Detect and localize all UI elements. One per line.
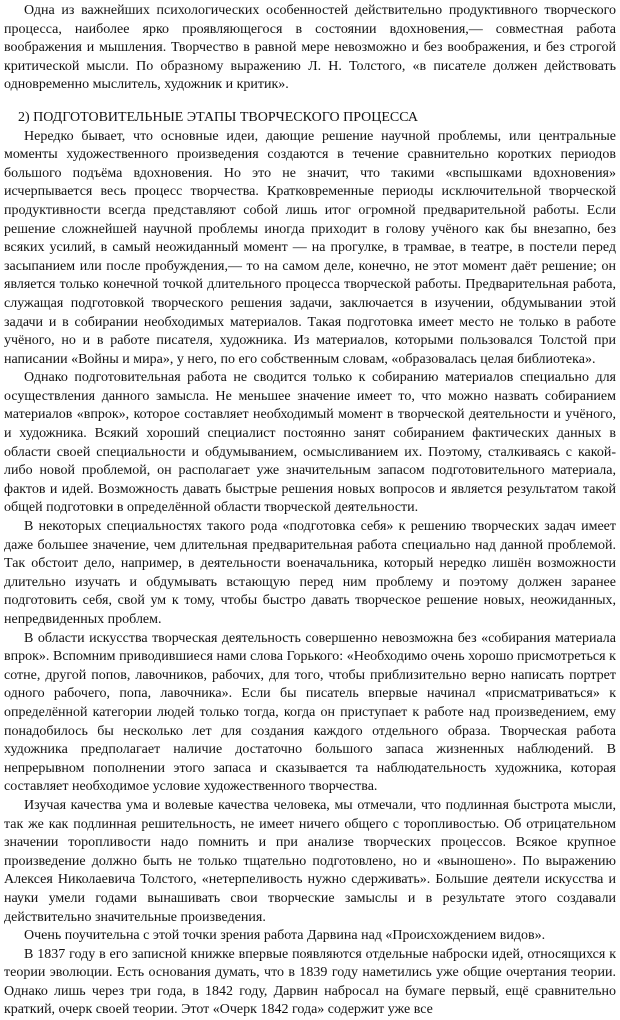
paragraph-darwin-1837: В 1837 году в его записной книжке впервые появляются отдельные наброски идей, относящихся к теории эволюции. Есть основания думать, что в 1839 году наметились уже общие очертания теории. Однако лишь через три года, в 1842 году, Дарвин набросал на бумаге первый, ещё сравнительно краткий, очерк своей теории. Этот «Очерк 1842 года» содержит уже все (4, 946, 616, 1018)
paragraph-haste: Изучая качества ума и волевые качества человека, мы отмечали, что подлинная быстрота мысли, так же как подлинная решительность, не имеет ничего общего с торопливостью. Об отрицательном значении торопливости надо помнить и при анализе творческих процессов. Всякое крупное произведение должно быть не только тщательно подготовлено, но и «выношено». По выражению Алексея Николаевича Толстого, «нетерпеливость нужно сдерживать». Большие деятели искусства и науки умели годами вынашивать свои творческие замыслы и в результате этого создавали действительно значительные произведения. (4, 797, 616, 925)
paragraph-materials-in-reserve: Однако подготовительная работа не сводится только к собиранию материалов специально для осуществления данного замысла. Не меньшее значение имеет то, что можно назвать собиранием материалов «впрок», которое составляет необходимый момент в творческой деятельности и учёного, и художника. Всякий хороший специалист постоянно занят собиранием фактических данных в области своей специальности и обдумыванием, осмысливанием их. Поэтому, сталкиваясь с какой-либо новой проблемой, он располагает уже значительным запасом подготовительного материала, фактов и идей. Возможность давать быстрые решения новых вопросов и является результатом такой общей подготовки в определённой области творческой деятельности. (4, 370, 616, 516)
section-heading: 2) ПОДГОТОВИТЕЛЬНЫЕ ЭТАПЫ ТВОРЧЕСКОГО ПРОЦЕССА (18, 109, 419, 125)
paragraph-preparation: Нередко бывает, что основные идеи, дающие решение научной проблемы, или центральные моменты художественного произведения создаются в течение сравнительно коротких периодов большого подъёма вдохновения. Но это не значит, что такими «вспышками вдохновения» исчерпывается весь процесс творчества. Кратковременные периоды исключительной творческой продуктивности всегда представляют собой лишь итог огромной предварительной работы. Если решение сложнейшей научной проблемы иногда приходит в голову учёного как бы внезапно, без всяких усилий, в самый неожиданный момент — на прогулке, в трамвае, в театре, в постели перед засыпанием или после пробуждения,— то на самом деле, конечно, не этот момент даёт решение; он является только конечной точкой длительного процесса творческой работы. Предварительная работа, служащая подготовкой творческого решения задачи, заключается в изучении, обдумывании этой задачи и в собирании необходимых материалов. Такая подготовка имеет место не только в работе учёного, но и в работе писателя, художника. Из материалов, которыми пользовался Толстой при написании «Войны и мира», у него, по его собственным словам, «образовалась целая библиотека». (4, 128, 616, 367)
intro-paragraph: Одна из важнейших психологических особенностей действительно продуктивного творческого процесса, наиболее ярко проявляющегося в состоянии вдохновения,— совместная работа воображения и мышления. Творчество в равной мере невозможно и без воображения, и без строгой критической мысли. По образному выражению Л. Н. Толстого, «в писателе должен действовать одновременно мыслитель, художник и критик». (4, 3, 616, 93)
paragraph-self-preparation: В некоторых специальностях такого рода «подготовка себя» к решению творческих задач имеет даже большее значение, чем длительная предварительная работа специально над данной проблемой. Так обстоит дело, например, в деятельности военачальника, который нередко лишён возможности длительно изучать и обдумывать встающую перед ним проблему и поэтому должен заранее подготовить себя, свой ум к тому, чтобы быстро давать творческое решение новых, неожиданных, непредвиденных проблем. (4, 519, 616, 627)
paragraph-darwin-intro: Очень поучительна с этой точки зрения работа Дарвина над «Происхождением видов». (24, 928, 546, 944)
document-page (4, 2, 616, 1020)
paragraph-art: В области искусства творческая деятельность совершенно невозможна без «собирания материала впрок». Вспомним приводившиеся нами слова Горького: «Необходимо очень хорошо присмотреться к сотне, другой попов, лавочников, рабочих, для того, чтобы приблизительно верно написать портрет одного рабочего, попа, лавочника». Если бы писатель впервые начинал «присматриваться» к определённой категории людей только тогда, когда он приступает к работе над произведением, ему понадобилось бы несколько лет для создания каждого отдельного образа. Творческая работа художника предполагает наличие достаточно большого запаса жизненных наблюдений. В непрерывном пополнении этого запаса и сказывается та наблюдательность художника, которая составляет необходимое условие художественного творчества. (4, 630, 616, 795)
